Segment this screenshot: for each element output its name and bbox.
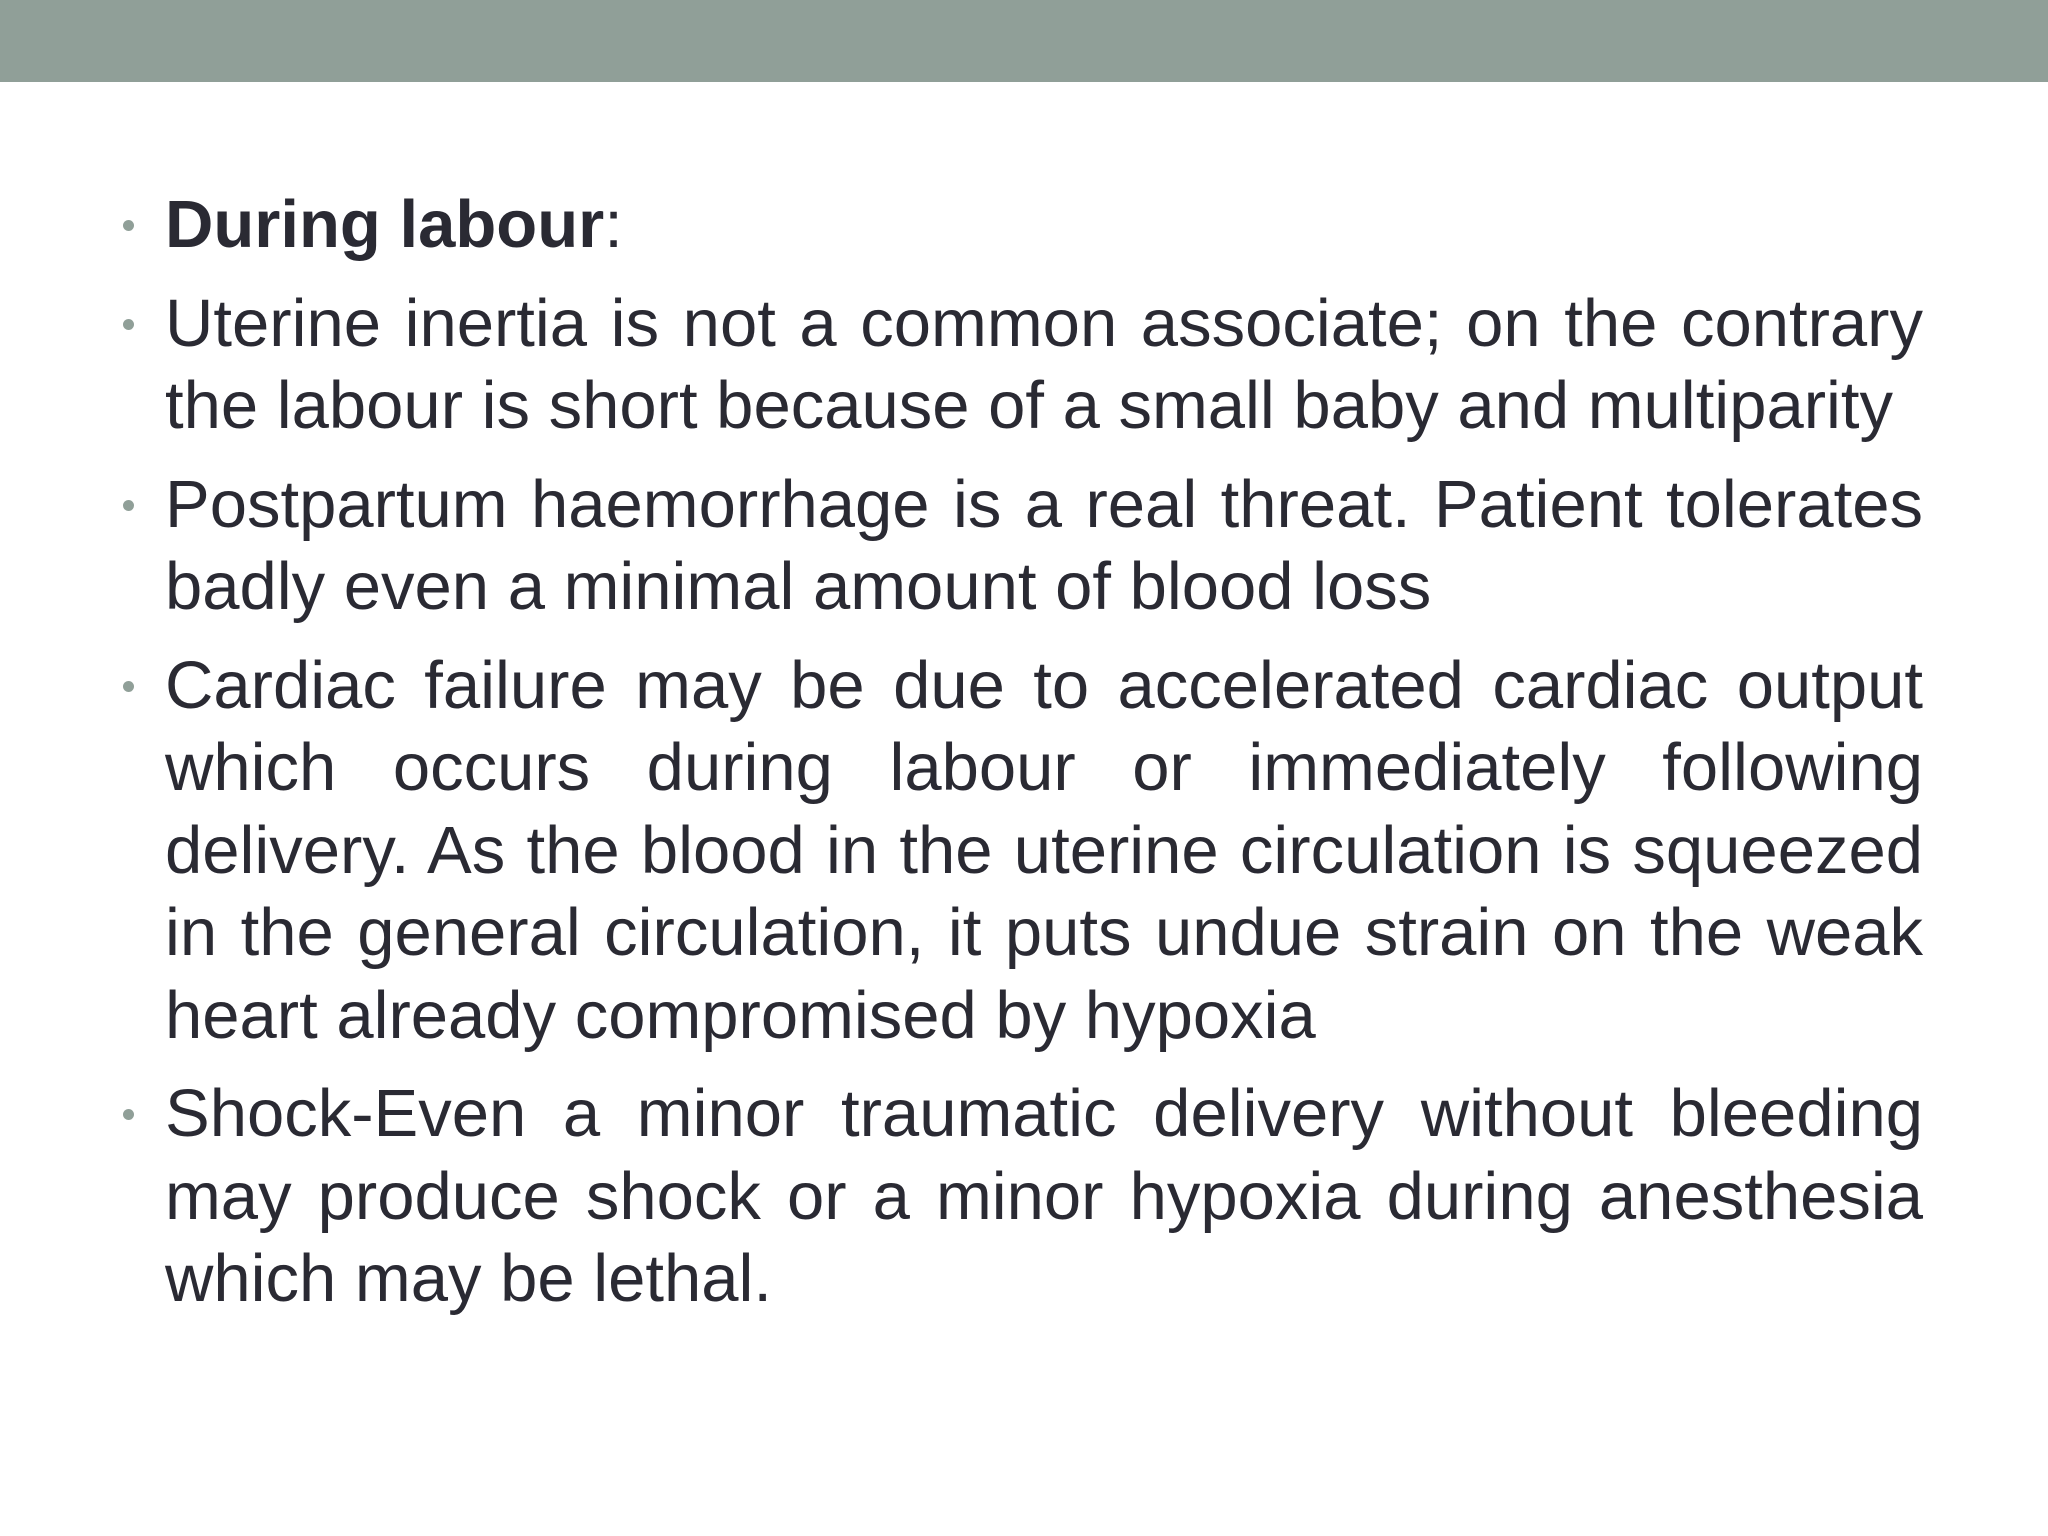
bullet-text: Cardiac failure may be due to accelerated cardiac output which occurs during labour or immediately following delivery. As the blood in the uterine circulation is squeezed in the general circulation, it puts undue strain on the weak heart already compromised by hypoxia <box>165 647 1923 1053</box>
bullet-text: Shock-Even a minor traumatic delivery without bleeding may produce shock or a minor hypoxia during anesthesia which may be lethal. <box>165 1076 1923 1316</box>
bullet-dot-icon <box>123 319 134 330</box>
bullet-dot-icon <box>123 1109 134 1120</box>
bullet-list <box>123 184 1923 1337</box>
bullet-dot-icon <box>123 500 134 511</box>
bullet-text: : <box>604 187 623 262</box>
bullet-heading: During labour <box>165 187 605 262</box>
bullet-dot-icon <box>123 681 134 692</box>
bullet-text: Postpartum haemorrhage is a real threat. Patient tolerates badly even a minimal amount of blood loss <box>165 466 1923 624</box>
bullet-item <box>123 184 1923 267</box>
bullet-dot-icon <box>123 220 134 231</box>
bullet-item <box>123 1073 1923 1321</box>
bullet-item <box>123 464 1923 629</box>
bullet-text: Uterine inertia is not a common associate; on the contrary the labour is short because of a small baby and multiparity <box>165 285 1923 443</box>
bullet-item <box>123 283 1923 448</box>
bullet-item <box>123 645 1923 1058</box>
